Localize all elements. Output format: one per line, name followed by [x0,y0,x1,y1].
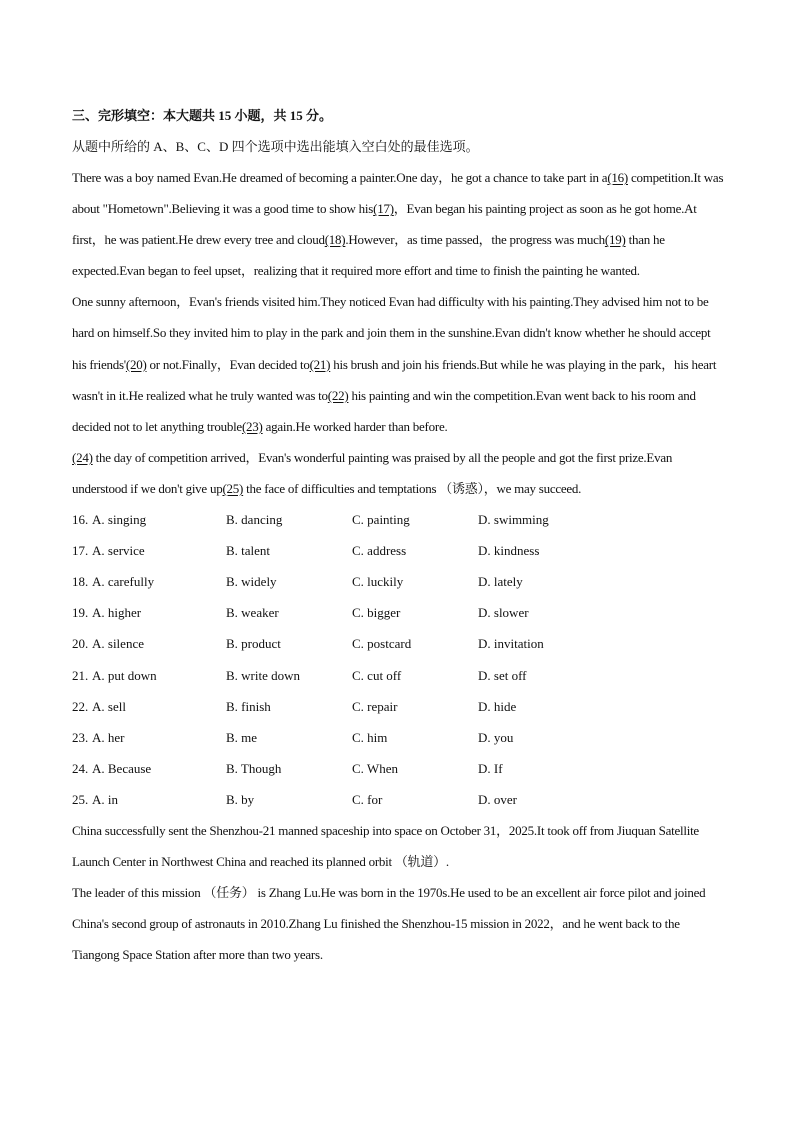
option-a: A. her [92,729,125,745]
text: ，Evan began his painting project as soon as he got home.At first，he was patient.He drew every tree and cloud [72,201,697,248]
blank-23: (23) [241,418,263,434]
option-a: A. Because [92,760,152,776]
option-d: D. hide [478,698,517,714]
text: There was a boy named Evan.He dreamed of becoming a painter.One day，he got a chance to take part in a [72,170,608,185]
option-a: A. in [92,791,118,807]
passage1-paragraph-2 [72,286,724,441]
passage1-paragraph-1 [72,162,724,286]
question-number: 16. [72,512,89,528]
option-c: C. bigger [352,605,401,621]
option-c: C. cut off [352,667,402,683]
option-b: B. by [226,791,255,807]
question-number: 17. [72,543,89,559]
blank-17: (17) [373,201,394,217]
question-number: 18. [72,574,89,590]
option-c: C. postcard [352,636,412,652]
blank-20: (20) [125,356,147,372]
option-a: A. singing [92,512,147,528]
option-b: B. Though [226,760,282,776]
exam-page [72,100,724,970]
text: his painting and win the competition.Evan went back to his room and decided not to let anything trouble [72,387,696,434]
option-d: D. invitation [478,636,544,652]
blank-25: (25) [222,480,244,496]
text: One sunny afternoon，Evan's friends visited him.They noticed Evan had difficulty with his painting.They advised him not to be hard on himself.So they invited him to play in the park and join them in the sunshine.Evan didn't know whether he should accept his friends' [72,294,711,372]
option-row-20 [72,628,724,659]
option-c: C. luckily [352,574,404,590]
text: .However，as time passed，the progress was much [345,232,605,248]
text: the face of difficulties and temptations （诱惑），we may succeed. [243,480,582,496]
option-d: D. swimming [478,512,549,528]
option-a: A. higher [92,605,142,621]
option-row-23 [72,722,724,753]
passage1-paragraph-3 [72,442,730,504]
answer-options [72,504,724,815]
option-d: D. If [478,760,503,776]
option-b: B. me [226,729,258,745]
option-row-16 [72,504,724,535]
option-d: D. kindness [478,543,540,559]
text: his brush and join his friends.But while he was playing in the park，his heart wasn't in it.He realized what he truly wanted was to [72,356,717,403]
option-b: B. weaker [226,605,279,621]
text: than he expected.Evan began to feel upset，realizing that it required more effort and time to finish the painting he wanted. [72,232,665,279]
passage2-paragraph-2: The leader of this mission （任务） is Zhang Lu.He was born in the 1970s.He used to be an excellent air force pilot and joined China's second group of astronauts in 2010.Zhang Lu finished the Shenzhou-15 mission in 2022，and he went back to the Tiangong Space Station after more than two years. [72,885,706,963]
question-number: 20. [72,636,89,652]
option-c: C. painting [352,512,410,528]
option-c: C. repair [352,698,398,714]
option-row-18 [72,566,724,597]
section-heading: 三、完形填空：本大题共 15 小题，共 15 分。 [72,108,333,123]
option-c: C. address [352,543,407,559]
text: again.He worked harder than before. [262,418,448,434]
text: competition.It was about "Hometown".Believing it was a good time to show his [72,170,724,217]
option-row-17 [72,535,724,566]
question-number: 24. [72,760,89,776]
option-row-22 [72,691,724,722]
option-d: D. set off [478,667,527,683]
option-row-24 [72,753,724,784]
blank-18: (18) [324,232,346,248]
text: the day of competition arrived，Evan's wonderful painting was praised by all the people and got the first prize.Evan understood if we don't give up [72,449,673,496]
option-b: B. widely [226,574,277,590]
option-a: A. carefully [92,574,155,590]
blank-21: (21) [309,356,331,372]
option-row-19 [72,597,724,628]
option-d: D. lately [478,574,523,590]
blank-19: (19) [604,232,626,248]
option-d: D. over [478,791,517,807]
option-c: C. for [352,791,383,807]
option-c: C. When [352,760,398,776]
question-number: 23. [72,729,89,745]
question-number: 21. [72,667,89,683]
option-b: B. product [226,636,281,652]
blank-24: (24) [72,449,93,465]
option-d: D. you [478,729,514,745]
option-a: A. sell [92,698,126,714]
blank-16: (16) [607,170,628,185]
option-a: A. put down [92,667,157,683]
passage2-paragraph-1: China successfully sent the Shenzhou-21 manned spaceship into space on October 31，2025.It took off from Jiuquan Satellite Launch Center in Northwest China and reached its planned orbit （轨道）. [72,822,699,870]
blank-22: (22) [327,387,349,403]
option-b: B. finish [226,698,271,714]
option-a: A. service [92,543,145,559]
section-instruction: 从题中所给的 A、B、C、D 四个选项中选出能填入空白处的最佳选项。 [72,139,479,154]
option-row-25 [72,784,724,815]
option-d: D. slower [478,605,529,621]
option-row-21 [72,660,724,691]
option-b: B. write down [226,667,301,683]
option-b: B. dancing [226,512,283,528]
option-b: B. talent [226,543,271,559]
option-a: A. silence [92,636,144,652]
question-number: 19. [72,605,89,621]
text: or not.Finally，Evan decided to [146,356,310,372]
question-number: 25. [72,791,89,807]
question-number: 22. [72,698,89,714]
option-c: C. him [352,729,388,745]
